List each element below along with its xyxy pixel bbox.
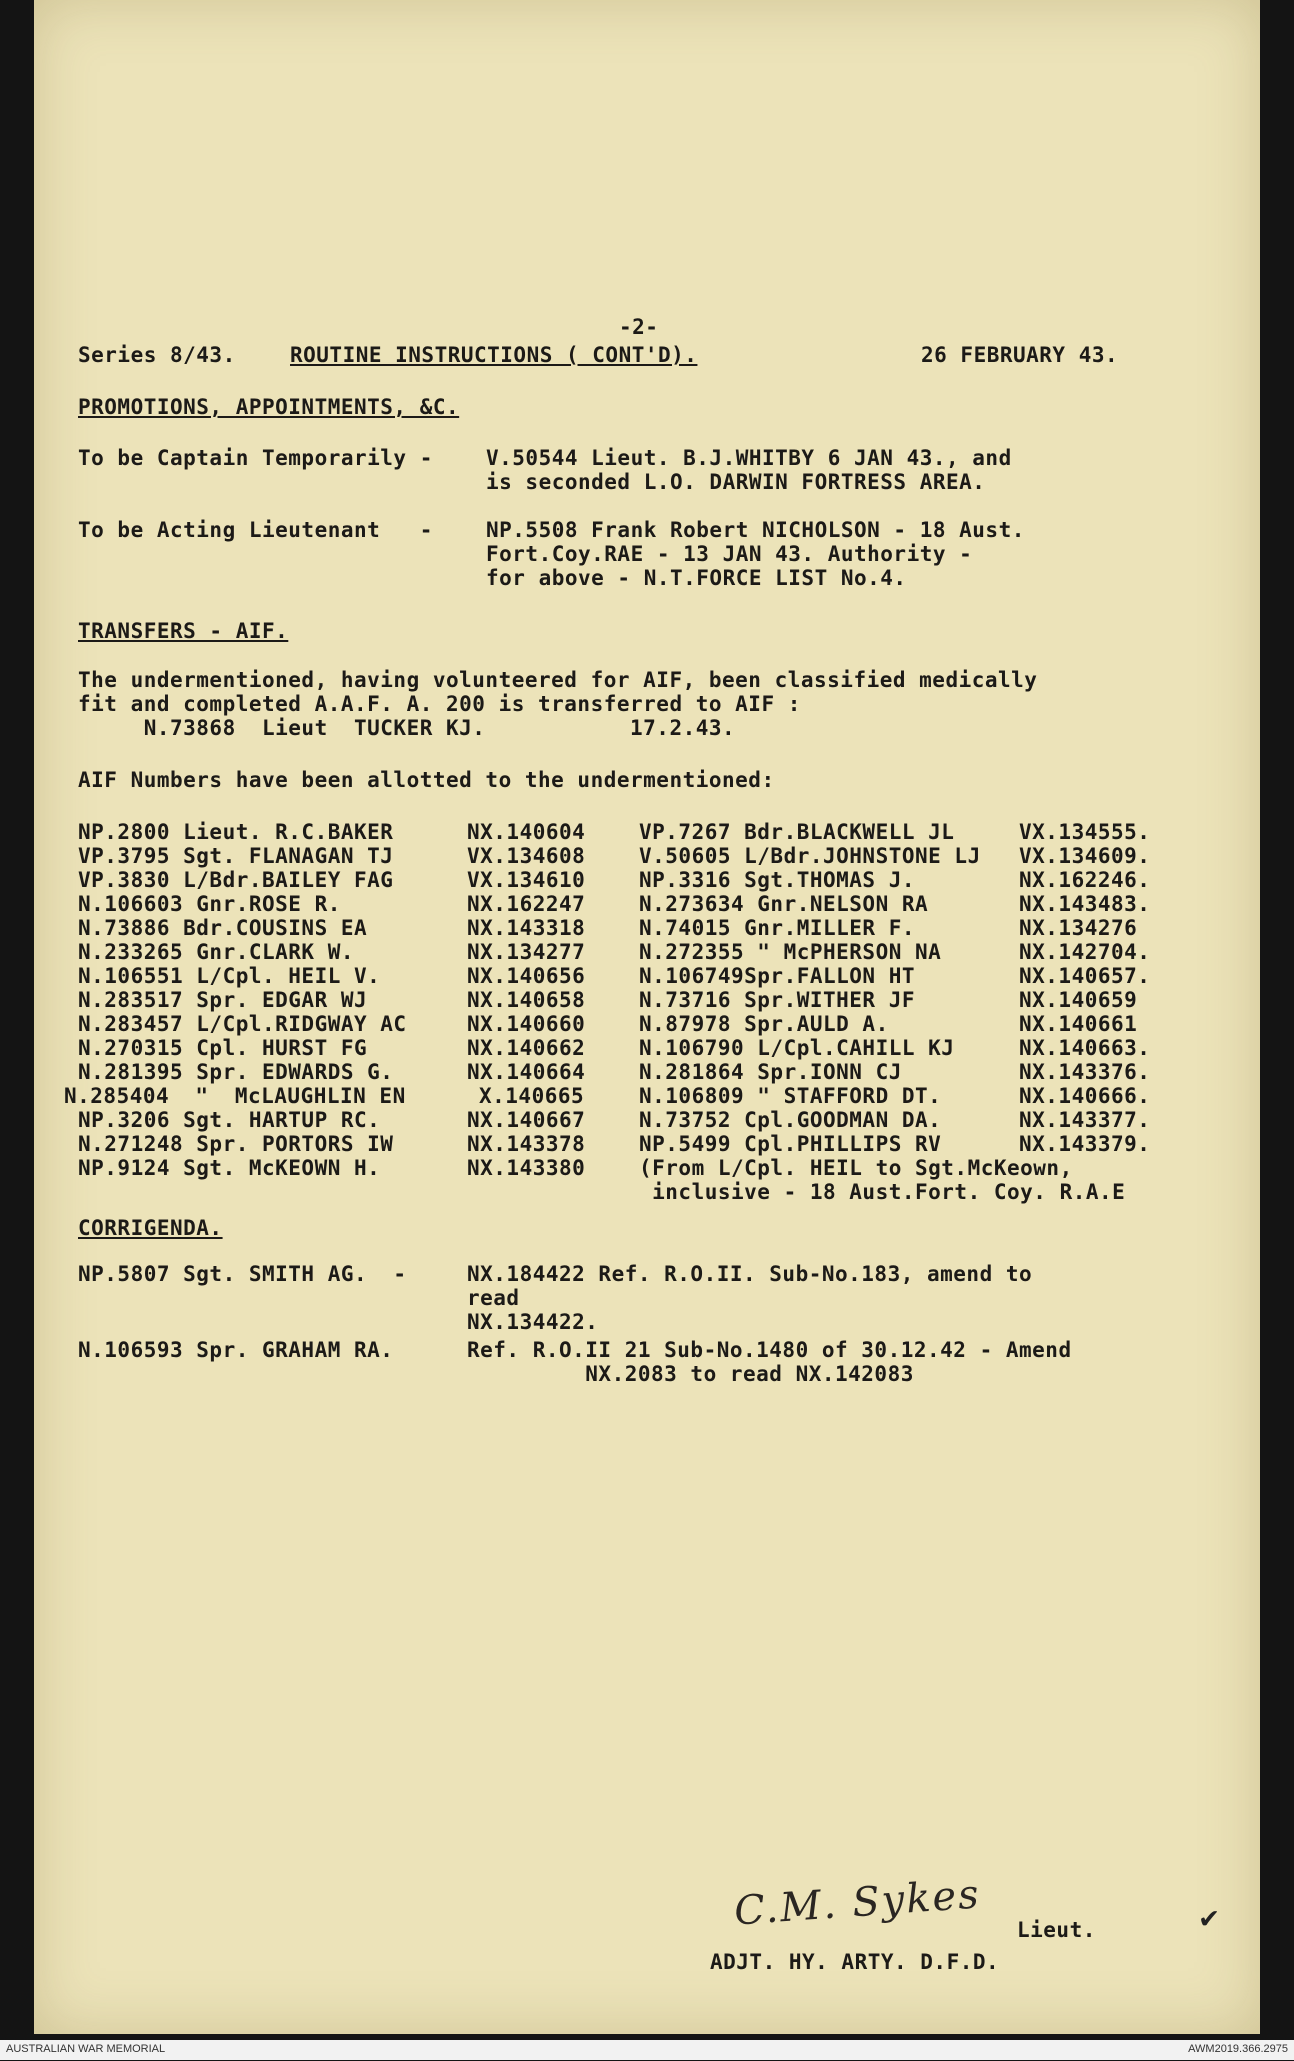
document-date: 26 FEBRUARY 43. (921, 343, 1119, 367)
promotion-text-line: V.50544 Lieut. B.J.WHITBY 6 JAN 43., and (486, 446, 1012, 470)
list-item: N.281864 Spr.IONN CJ (639, 1060, 902, 1084)
transfers-heading: TRANSFERS - AIF. (78, 619, 289, 643)
aif-number: VX.134608 (467, 844, 586, 868)
list-item: VP.3795 Sgt. FLANAGAN TJ (78, 844, 394, 868)
list-item: NP.3316 Sgt.THOMAS J. (639, 868, 916, 892)
aif-number: NX.140664 (467, 1060, 586, 1084)
promotions-heading: PROMOTIONS, APPOINTMENTS, &C. (78, 395, 460, 419)
aif-number: NX.143376. (1019, 1060, 1151, 1084)
aif-number: NX.140657. (1019, 964, 1151, 988)
transfers-text-line: N.73868 Lieut TUCKER KJ. 17.2.43. (78, 716, 736, 740)
aif-number: NX.142704. (1019, 940, 1151, 964)
archive-name: AUSTRALIAN WAR MEMORIAL (6, 2043, 166, 2055)
list-item: VP.3830 L/Bdr.BAILEY FAG (78, 868, 394, 892)
corrigenda-text-line: read (467, 1286, 520, 1310)
list-item: N.106603 Gnr.ROSE R. (78, 892, 341, 916)
list-item: N.106749Spr.FALLON HT (639, 964, 916, 988)
corrigenda-text-line: Ref. R.O.II 21 Sub-No.1480 of 30.12.42 - Amend (467, 1338, 1072, 1362)
aif-number: X.140665 (479, 1084, 585, 1108)
aif-number: NX.162247 (467, 892, 586, 916)
list-item: N.285404 " McLAUGHLIN EN (64, 1084, 406, 1108)
corrigenda-label: N.106593 Spr. GRAHAM RA. (78, 1338, 394, 1362)
transfers-text-line: fit and completed A.A.F. A. 200 is transferred to AIF : (78, 692, 801, 716)
aif-number: NX.140663. (1019, 1036, 1151, 1060)
list-item: VP.7267 Bdr.BLACKWELL JL (639, 820, 955, 844)
list-item: N.106551 L/Cpl. HEIL V. (78, 964, 381, 988)
aif-number: NX.140659 (1019, 988, 1138, 1012)
aif-number: NX.143483. (1019, 892, 1151, 916)
list-item: N.73752 Cpl.GOODMAN DA. (639, 1108, 942, 1132)
corrigenda-text-line: NX.134422. (467, 1310, 599, 1334)
transfers-text-line: The undermentioned, having volunteered for AIF, been classified medically (78, 668, 1038, 692)
list-item: NP.9124 Sgt. McKEOWN H. (78, 1156, 381, 1180)
aif-number: VX.134555. (1019, 820, 1151, 844)
archive-reference: AWM2019.366.2975 (1188, 2043, 1288, 2055)
aif-number: NX.140662 (467, 1036, 586, 1060)
signatory-appointment: ADJT. HY. ARTY. D.F.D. (710, 1950, 1000, 1974)
corrigenda-text-line: NX.2083 to read NX.142083 (467, 1362, 914, 1386)
list-item: N.106790 L/Cpl.CAHILL KJ (639, 1036, 955, 1060)
corrigenda-label: NP.5807 Sgt. SMITH AG. - (78, 1262, 407, 1286)
list-item: V.50605 L/Bdr.JOHNSTONE LJ (639, 844, 981, 868)
aif-number: NX.143380 (467, 1156, 586, 1180)
list-item: N.106809 " STAFFORD DT. (639, 1084, 942, 1108)
list-item: N.87978 Spr.AULD A. (639, 1012, 889, 1036)
page-number: -2- (619, 315, 659, 339)
aif-number: NX.134277 (467, 940, 586, 964)
aif-number: NX.143318 (467, 916, 586, 940)
promotion-text-line: NP.5508 Frank Robert NICHOLSON - 18 Aust. (486, 518, 1025, 542)
aif-number: VX.134609. (1019, 844, 1151, 868)
list-item: N.73716 Spr.WITHER JF (639, 988, 916, 1012)
aif-number: VX.134610 (467, 868, 586, 892)
list-item: N.283517 Spr. EDGAR WJ (78, 988, 368, 1012)
document-title: ROUTINE INSTRUCTIONS ( CONT'D). (290, 343, 698, 367)
aif-note-line: (From L/Cpl. HEIL to Sgt.McKeown, (639, 1156, 1073, 1180)
list-item: N.273634 Gnr.NELSON RA (639, 892, 929, 916)
aif-number: NX.143377. (1019, 1108, 1151, 1132)
handwritten-signature: C.M. Sykes (732, 1871, 983, 1935)
aif-number: NX.162246. (1019, 868, 1151, 892)
promotion-text-line: for above - N.T.FORCE LIST No.4. (486, 566, 907, 590)
aif-number: NX.140660 (467, 1012, 586, 1036)
aif-number: NX.134276 (1019, 916, 1138, 940)
list-item: N.73886 Bdr.COUSINS EA (78, 916, 368, 940)
list-item: N.281395 Spr. EDWARDS G. (78, 1060, 394, 1084)
list-item: NP.3206 Sgt. HARTUP RC. (78, 1108, 381, 1132)
document-page (34, 0, 1260, 2034)
list-item: N.272355 " McPHERSON NA (639, 940, 942, 964)
list-item: N.271248 Spr. PORTORS IW (78, 1132, 394, 1156)
check-mark-icon: ✔ (1200, 1900, 1219, 1935)
archive-footer (0, 2040, 1294, 2060)
list-item: N.270315 Cpl. HURST FG (78, 1036, 368, 1060)
aif-numbers-intro: AIF Numbers have been allotted to the undermentioned: (78, 768, 775, 792)
list-item: N.74015 Gnr.MILLER F. (639, 916, 916, 940)
series-label: Series 8/43. (78, 343, 236, 367)
signatory-rank: Lieut. (1017, 1918, 1096, 1942)
aif-number: NX.140666. (1019, 1084, 1151, 1108)
list-item: NP.5499 Cpl.PHILLIPS RV (639, 1132, 942, 1156)
aif-number: NX.143378 (467, 1132, 586, 1156)
promotion-text-line: Fort.Coy.RAE - 13 JAN 43. Authority - (486, 542, 973, 566)
promotion-text-line: is seconded L.O. DARWIN FORTRESS AREA. (486, 470, 986, 494)
corrigenda-text-line: NX.184422 Ref. R.O.II. Sub-No.183, amend to (467, 1262, 1033, 1286)
list-item: N.233265 Gnr.CLARK W. (78, 940, 355, 964)
list-item: N.283457 L/Cpl.RIDGWAY AC (78, 1012, 407, 1036)
promotion-label-lieutenant: To be Acting Lieutenant - (78, 518, 433, 542)
aif-number: NX.140604 (467, 820, 586, 844)
aif-number: NX.143379. (1019, 1132, 1151, 1156)
corrigenda-heading: CORRIGENDA. (78, 1216, 223, 1240)
aif-number: NX.140661 (1019, 1012, 1138, 1036)
aif-number: NX.140658 (467, 988, 586, 1012)
aif-number: NX.140667 (467, 1108, 586, 1132)
aif-note-line: inclusive - 18 Aust.Fort. Coy. R.A.E (639, 1180, 1126, 1204)
aif-number: NX.140656 (467, 964, 586, 988)
list-item: NP.2800 Lieut. R.C.BAKER (78, 820, 394, 844)
promotion-label-captain: To be Captain Temporarily - (78, 446, 433, 470)
